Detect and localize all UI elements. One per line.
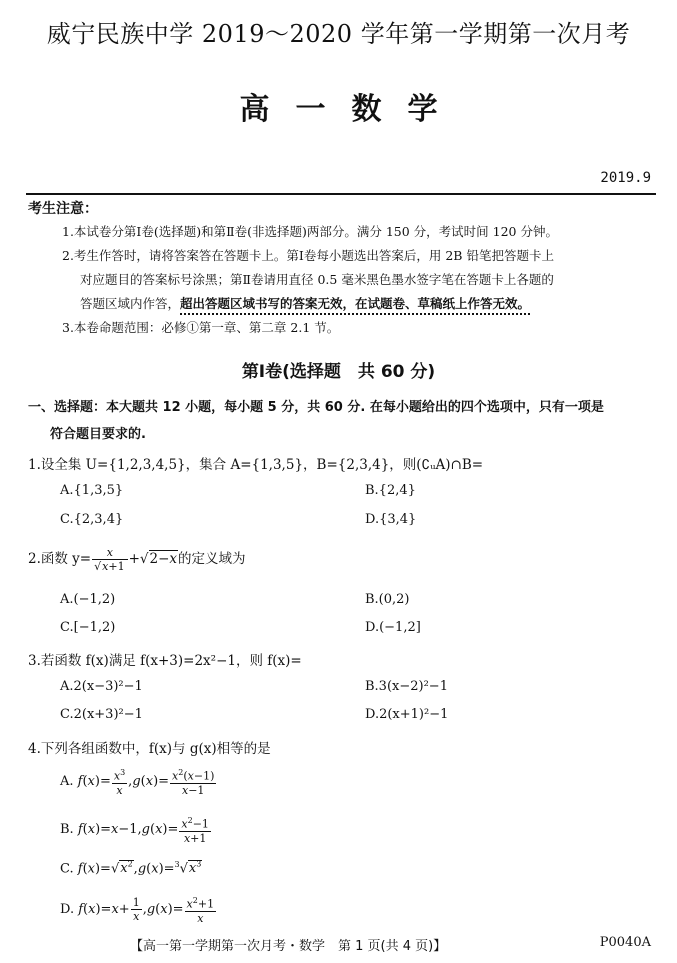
exam-title: 威宁民族中学 2019～2020 学年第一学期第一次月考 bbox=[46, 20, 631, 48]
section-title: 第Ⅰ卷(选择题 共 60 分) bbox=[241, 362, 436, 382]
q1-option-d: D.{3,4} bbox=[365, 512, 417, 527]
notice-item-3: 3.本卷命题范围：必修①第一章、第二章 2.1 节。 bbox=[62, 320, 340, 335]
notice-emphasis: 超出答题区域书写的答案无效，在试题卷、草稿纸上作答无效。 bbox=[180, 296, 530, 315]
q2-option-d: D.(−1,2] bbox=[365, 620, 421, 635]
notice-item-2-prefix: 答题区域内作答， bbox=[80, 296, 181, 311]
question-2-stem: 2.函数 y= $\frac{x}{√x+1}$ +√2−x的定义域为 bbox=[28, 546, 246, 573]
question-1-stem: 1.设全集 U={1,2,3,4,5}，集合 A={1,3,5}，B={2,3,4}，则(∁ᵤA)∩B= bbox=[28, 457, 484, 473]
q3-option-c: C.2(x+3)²−1 bbox=[60, 707, 143, 722]
q1-option-c: C.{2,3,4} bbox=[60, 512, 124, 527]
header-divider bbox=[26, 193, 656, 195]
q3-option-d: D.2(x+1)²−1 bbox=[365, 707, 449, 722]
q2-fraction: $\frac{x}{√x+1}$ bbox=[92, 546, 127, 573]
notice-item-2-line-2: 对应题目的答案标号涂黑；第Ⅱ卷请用直径 0.5 毫米黑色墨水签字笔在答题卡上各题的 bbox=[80, 272, 554, 287]
q1-option-b: B.{2,4} bbox=[365, 483, 416, 498]
q4-option-d: D. f(x)=x+ $\frac{1}{x}$ ,g(x)= $\frac{x^2+1}{x}$ bbox=[60, 895, 215, 925]
question-4-stem: 4.下列各组函数中，f(x)与 g(x)相等的是 bbox=[28, 741, 271, 757]
q1-option-a: A.{1,3,5} bbox=[60, 483, 124, 498]
exam-date: 2019.9 bbox=[600, 170, 651, 186]
page-footer: 【高一第一学期第一次月考・数学 第 1 页(共 4 页)】 bbox=[130, 939, 447, 954]
q2-option-a: A.(−1,2) bbox=[60, 592, 116, 607]
instructions-line-2: 符合题目要求的. bbox=[50, 427, 146, 442]
notice-heading: 考生注意： bbox=[28, 201, 98, 217]
notice-item-2-line-1: 2.考生作答时，请将答案答在答题卡上。第Ⅰ卷每小题选出答案后，用 2B 铅笔把答题卡上 bbox=[62, 248, 554, 263]
paper-code: P0040A bbox=[599, 935, 651, 950]
question-3-stem: 3.若函数 f(x)满足 f(x+3)=2x²−1，则 f(x)= bbox=[28, 653, 302, 669]
notice-item-2-line-3 bbox=[80, 294, 530, 312]
q4-option-b: B. f(x)=x−1,g(x)= $\frac{x^2-1}{x+1}$ bbox=[60, 816, 209, 845]
q2-option-c: C.[−1,2) bbox=[60, 620, 116, 635]
q3-option-b: B.3(x−2)²−1 bbox=[365, 679, 448, 694]
q2-stem-suffix: 的定义域为 bbox=[178, 551, 246, 567]
instructions-line-1: 一、选择题：本大题共 12 小题，每小题 5 分，共 60 分. 在每小题给出的四个选项中，只有一项是 bbox=[28, 400, 604, 415]
notice-item-1: 1.本试卷分第Ⅰ卷(选择题)和第Ⅱ卷(非选择题)两部分。满分 150 分，考试时间 120 分钟。 bbox=[62, 224, 558, 239]
q3-option-a: A.2(x−3)²−1 bbox=[60, 679, 143, 694]
subject-title: 高一数学 bbox=[239, 92, 464, 127]
q4-option-a: A. f(x)= $\frac{x^3}{x}$ ,g(x)= $\frac{x^2(x-1)}{x-1}$ bbox=[60, 768, 215, 797]
q4-option-c: C. $f(x)=√x^2,g(x)=^3√x^3$ bbox=[60, 860, 202, 877]
q2-option-b: B.(0,2) bbox=[365, 592, 410, 607]
q2-stem-prefix: 2.函数 y= bbox=[28, 551, 92, 567]
